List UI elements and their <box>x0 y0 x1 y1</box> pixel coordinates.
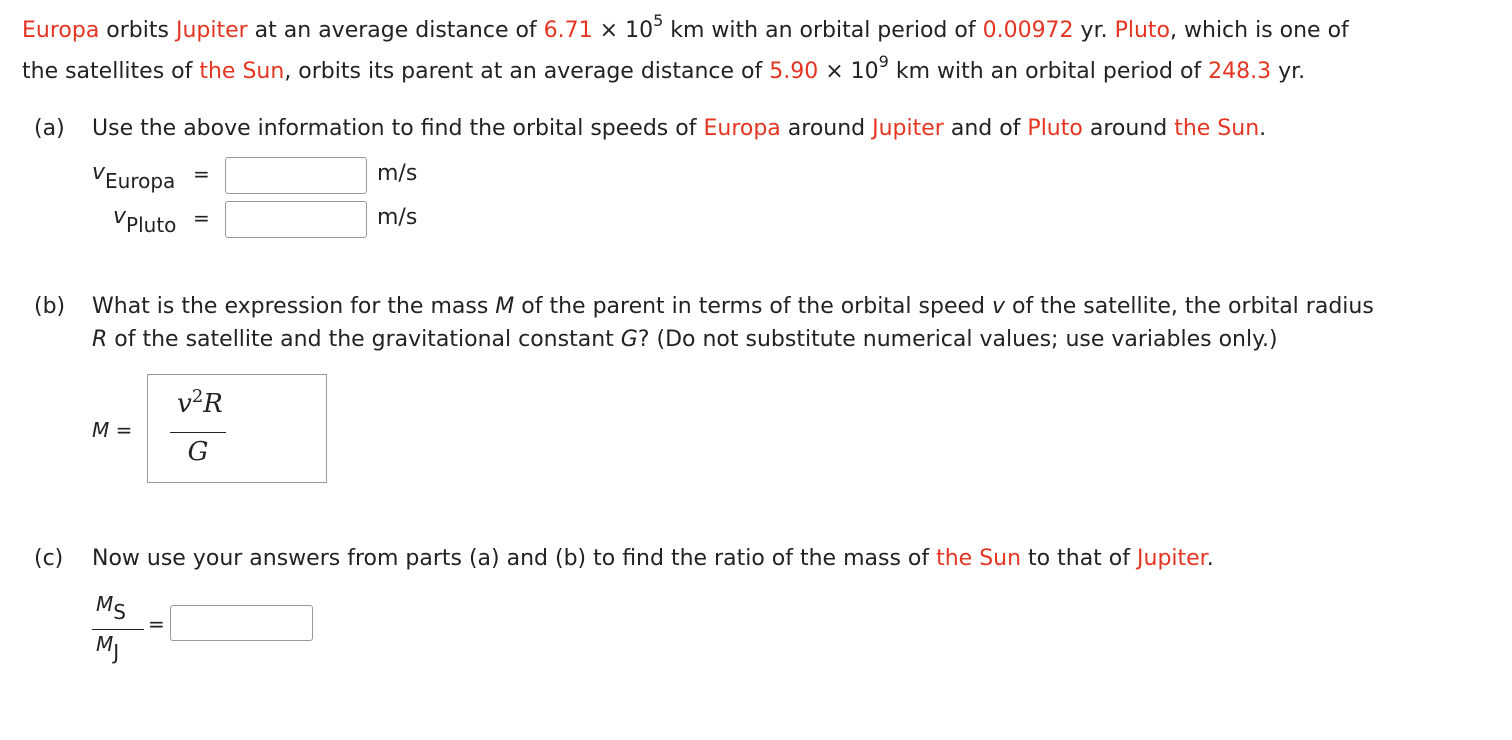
dwarf-name: Pluto <box>1114 18 1171 43</box>
ratio-denominator: MJ <box>96 632 120 664</box>
ratio-numerator: MS <box>96 592 126 624</box>
pluto-distance: 5.90 <box>769 59 819 84</box>
formula-denominator: G <box>187 437 209 467</box>
mass-ratio-input[interactable] <box>170 605 313 641</box>
formula-fraction-bar <box>170 432 226 433</box>
moon-name: Europa <box>22 18 100 43</box>
mass-formula-answer-box[interactable] <box>147 374 327 483</box>
v-europa-input[interactable] <box>225 157 367 194</box>
v-europa-equals: = <box>193 162 210 186</box>
v-pluto-unit: m/s <box>377 205 418 230</box>
part-a-letter: (a) <box>34 116 65 141</box>
pluto-distance-exponent: 9 <box>878 51 889 71</box>
europa-distance-exponent: 5 <box>653 10 664 30</box>
intro-line-1: Europa orbits Jupiter at an average distance of $6.71 \times 10^5$ km with an orbital period of 0.00972 yr. Pluto, which is one of <box>22 10 1349 43</box>
europa-distance: 6.71 <box>543 18 593 43</box>
part-c-question: Now use your answers from parts (a) and (b) to find the ratio of the mass of the Sun to that of Jupiter. <box>92 546 1214 571</box>
intro-line-2: the satellites of the Sun, orbits its parent at an average distance of $5.90 \times 10^9$ km with an orbital period of 248.3 yr. <box>22 51 1306 84</box>
ratio-fraction-bar <box>92 629 144 630</box>
v-pluto-equals: = <box>193 206 210 230</box>
v-pluto-label: vPluto <box>113 204 177 237</box>
planet-name: Jupiter <box>175 18 248 43</box>
v-europa-unit: m/s <box>377 161 418 186</box>
part-c-letter: (c) <box>34 546 64 571</box>
part-a-question: Use the above information to find the orbital speeds of Europa around Jupiter and of Pluto around the Sun. <box>92 116 1267 141</box>
europa-period: 0.00972 <box>982 18 1074 43</box>
part-b-question-line-2: R of the satellite and the gravitational constant G? (Do not substitute numerical values; use variables only.) <box>92 327 1278 352</box>
ratio-equals: = <box>148 612 165 636</box>
pluto-period: 248.3 <box>1208 59 1272 84</box>
part-b-letter: (b) <box>34 294 66 319</box>
mass-answer-label: M = <box>92 418 133 442</box>
part-b-question-line-1: What is the expression for the mass M of the parent in terms of the orbital speed v of the satellite, the orbital radius <box>92 294 1374 319</box>
v-europa-label: vEuropa <box>92 160 176 193</box>
v-pluto-input[interactable] <box>225 201 367 238</box>
star-name: the Sun <box>199 59 285 84</box>
formula-numerator: $v^2R$ <box>177 386 223 419</box>
